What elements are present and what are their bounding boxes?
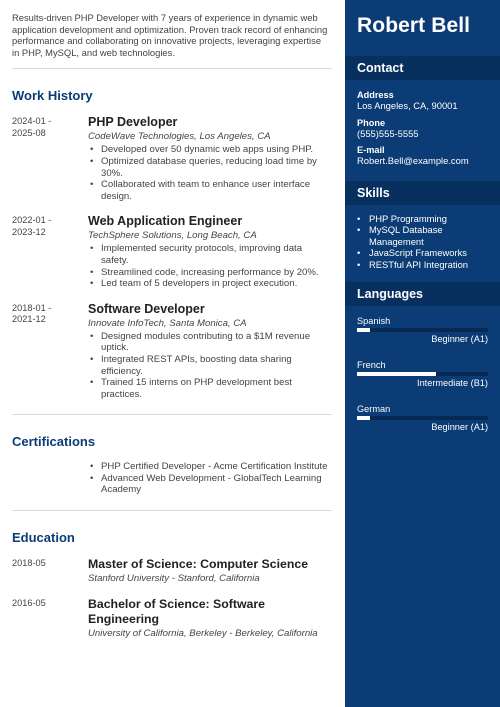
work-history-heading: Work History [12, 88, 93, 104]
languages-heading: Languages [345, 282, 500, 306]
language-item [357, 360, 488, 389]
certifications-heading: Certifications [12, 434, 96, 450]
proficiency-fill [357, 416, 370, 420]
list-item: • Designed modules contributing to a $1M revenue uptick. [88, 331, 332, 354]
phone-value: (555)555-5555 [357, 127, 419, 139]
list-item: • Implemented security protocols, improving data safety. [88, 243, 332, 266]
list-item: • MySQL Database Management [357, 224, 488, 247]
contact-heading: Contact [345, 56, 500, 80]
list-item: • PHP Programming [357, 213, 488, 225]
language-item [357, 404, 488, 433]
work-bullets [88, 243, 332, 289]
certifications-list [88, 461, 332, 496]
divider [12, 414, 332, 415]
language-item [357, 316, 488, 345]
list-item: • Streamlined code, increasing performance by 20%. [88, 267, 332, 279]
job-title: Software Developer [88, 301, 205, 316]
job-title: PHP Developer [88, 115, 178, 130]
education-entry [12, 597, 332, 640]
address-label: Address [357, 90, 394, 100]
work-bullets [88, 331, 332, 401]
candidate-name: Robert Bell [357, 14, 471, 37]
company-name: CodeWave Technologies, Los Angeles, CA [88, 131, 271, 143]
language-name: German [357, 404, 391, 415]
work-entry [12, 214, 332, 289]
work-date: 2022-01 - 2023-12 [12, 215, 52, 237]
school: Stanford University - Stanford, California [88, 573, 260, 585]
divider [12, 68, 332, 69]
education-heading: Education [12, 530, 75, 546]
company-name: TechSphere Solutions, Long Beach, CA [88, 230, 257, 242]
list-item: • Integrated REST APIs, boosting data sharing efficiency. [88, 354, 332, 377]
list-item: • Advanced Web Development - GlobalTech Learning Academy [88, 473, 332, 496]
email-label: E-mail [357, 145, 385, 155]
proficiency-bar [357, 416, 488, 420]
work-date: 2018-01 - 2021-12 [12, 302, 52, 325]
sidebar [345, 0, 500, 707]
school: University of California, Berkeley - Berkeley, California [88, 628, 318, 640]
list-item: • Led team of 5 developers in project execution. [88, 278, 332, 290]
skills-list [357, 213, 488, 271]
proficiency-bar [357, 372, 488, 376]
work-bullets [88, 144, 332, 202]
work-date: 2024-01 - 2025-08 [12, 116, 52, 138]
education-date: 2016-05 [12, 598, 46, 609]
list-item: • Optimized database queries, reducing load time by 30%. [88, 156, 332, 179]
work-entry [12, 115, 332, 202]
language-name: French [357, 360, 386, 371]
skills-heading: Skills [345, 181, 500, 205]
language-name: Spanish [357, 316, 391, 327]
list-item: • Trained 15 interns on PHP development best practices. [88, 377, 332, 400]
proficiency-fill [357, 328, 370, 332]
list-item: • RESTful API Integration [357, 259, 488, 271]
list-item: • Developed over 50 dynamic web apps using PHP. [88, 144, 332, 156]
work-entry [12, 302, 332, 401]
proficiency-fill [357, 372, 436, 376]
divider [12, 510, 332, 511]
proficiency-bar [357, 328, 488, 332]
degree: Bachelor of Science: Software Engineering [88, 597, 265, 627]
list-item: • JavaScript Frameworks [357, 247, 488, 259]
education-date: 2018-05 [12, 558, 46, 569]
language-level: Intermediate (B1) [417, 378, 488, 389]
company-name: Innovate InfoTech, Santa Monica, CA [88, 317, 247, 329]
list-item: • PHP Certified Developer - Acme Certification Institute [88, 461, 332, 473]
education-entry [12, 557, 332, 585]
language-level: Beginner (A1) [431, 422, 488, 433]
job-title: Web Application Engineer [88, 214, 243, 229]
professional-summary: Results-driven PHP Developer with 7 years of experience in dynamic web application development and optimization. Proven track record of enhancing performance and collaborating on innovative projects, leveraging expertise in PHP, MySQL, and web technologies. [12, 12, 328, 58]
address-value: Los Angeles, CA, 90001 [357, 100, 458, 111]
degree: Master of Science: Computer Science [88, 557, 309, 572]
phone-label: Phone [357, 117, 386, 128]
language-level: Beginner (A1) [431, 334, 488, 345]
email-value: Robert.Bell@example.com [357, 155, 469, 166]
list-item: • Collaborated with team to enhance user interface design. [88, 179, 332, 202]
